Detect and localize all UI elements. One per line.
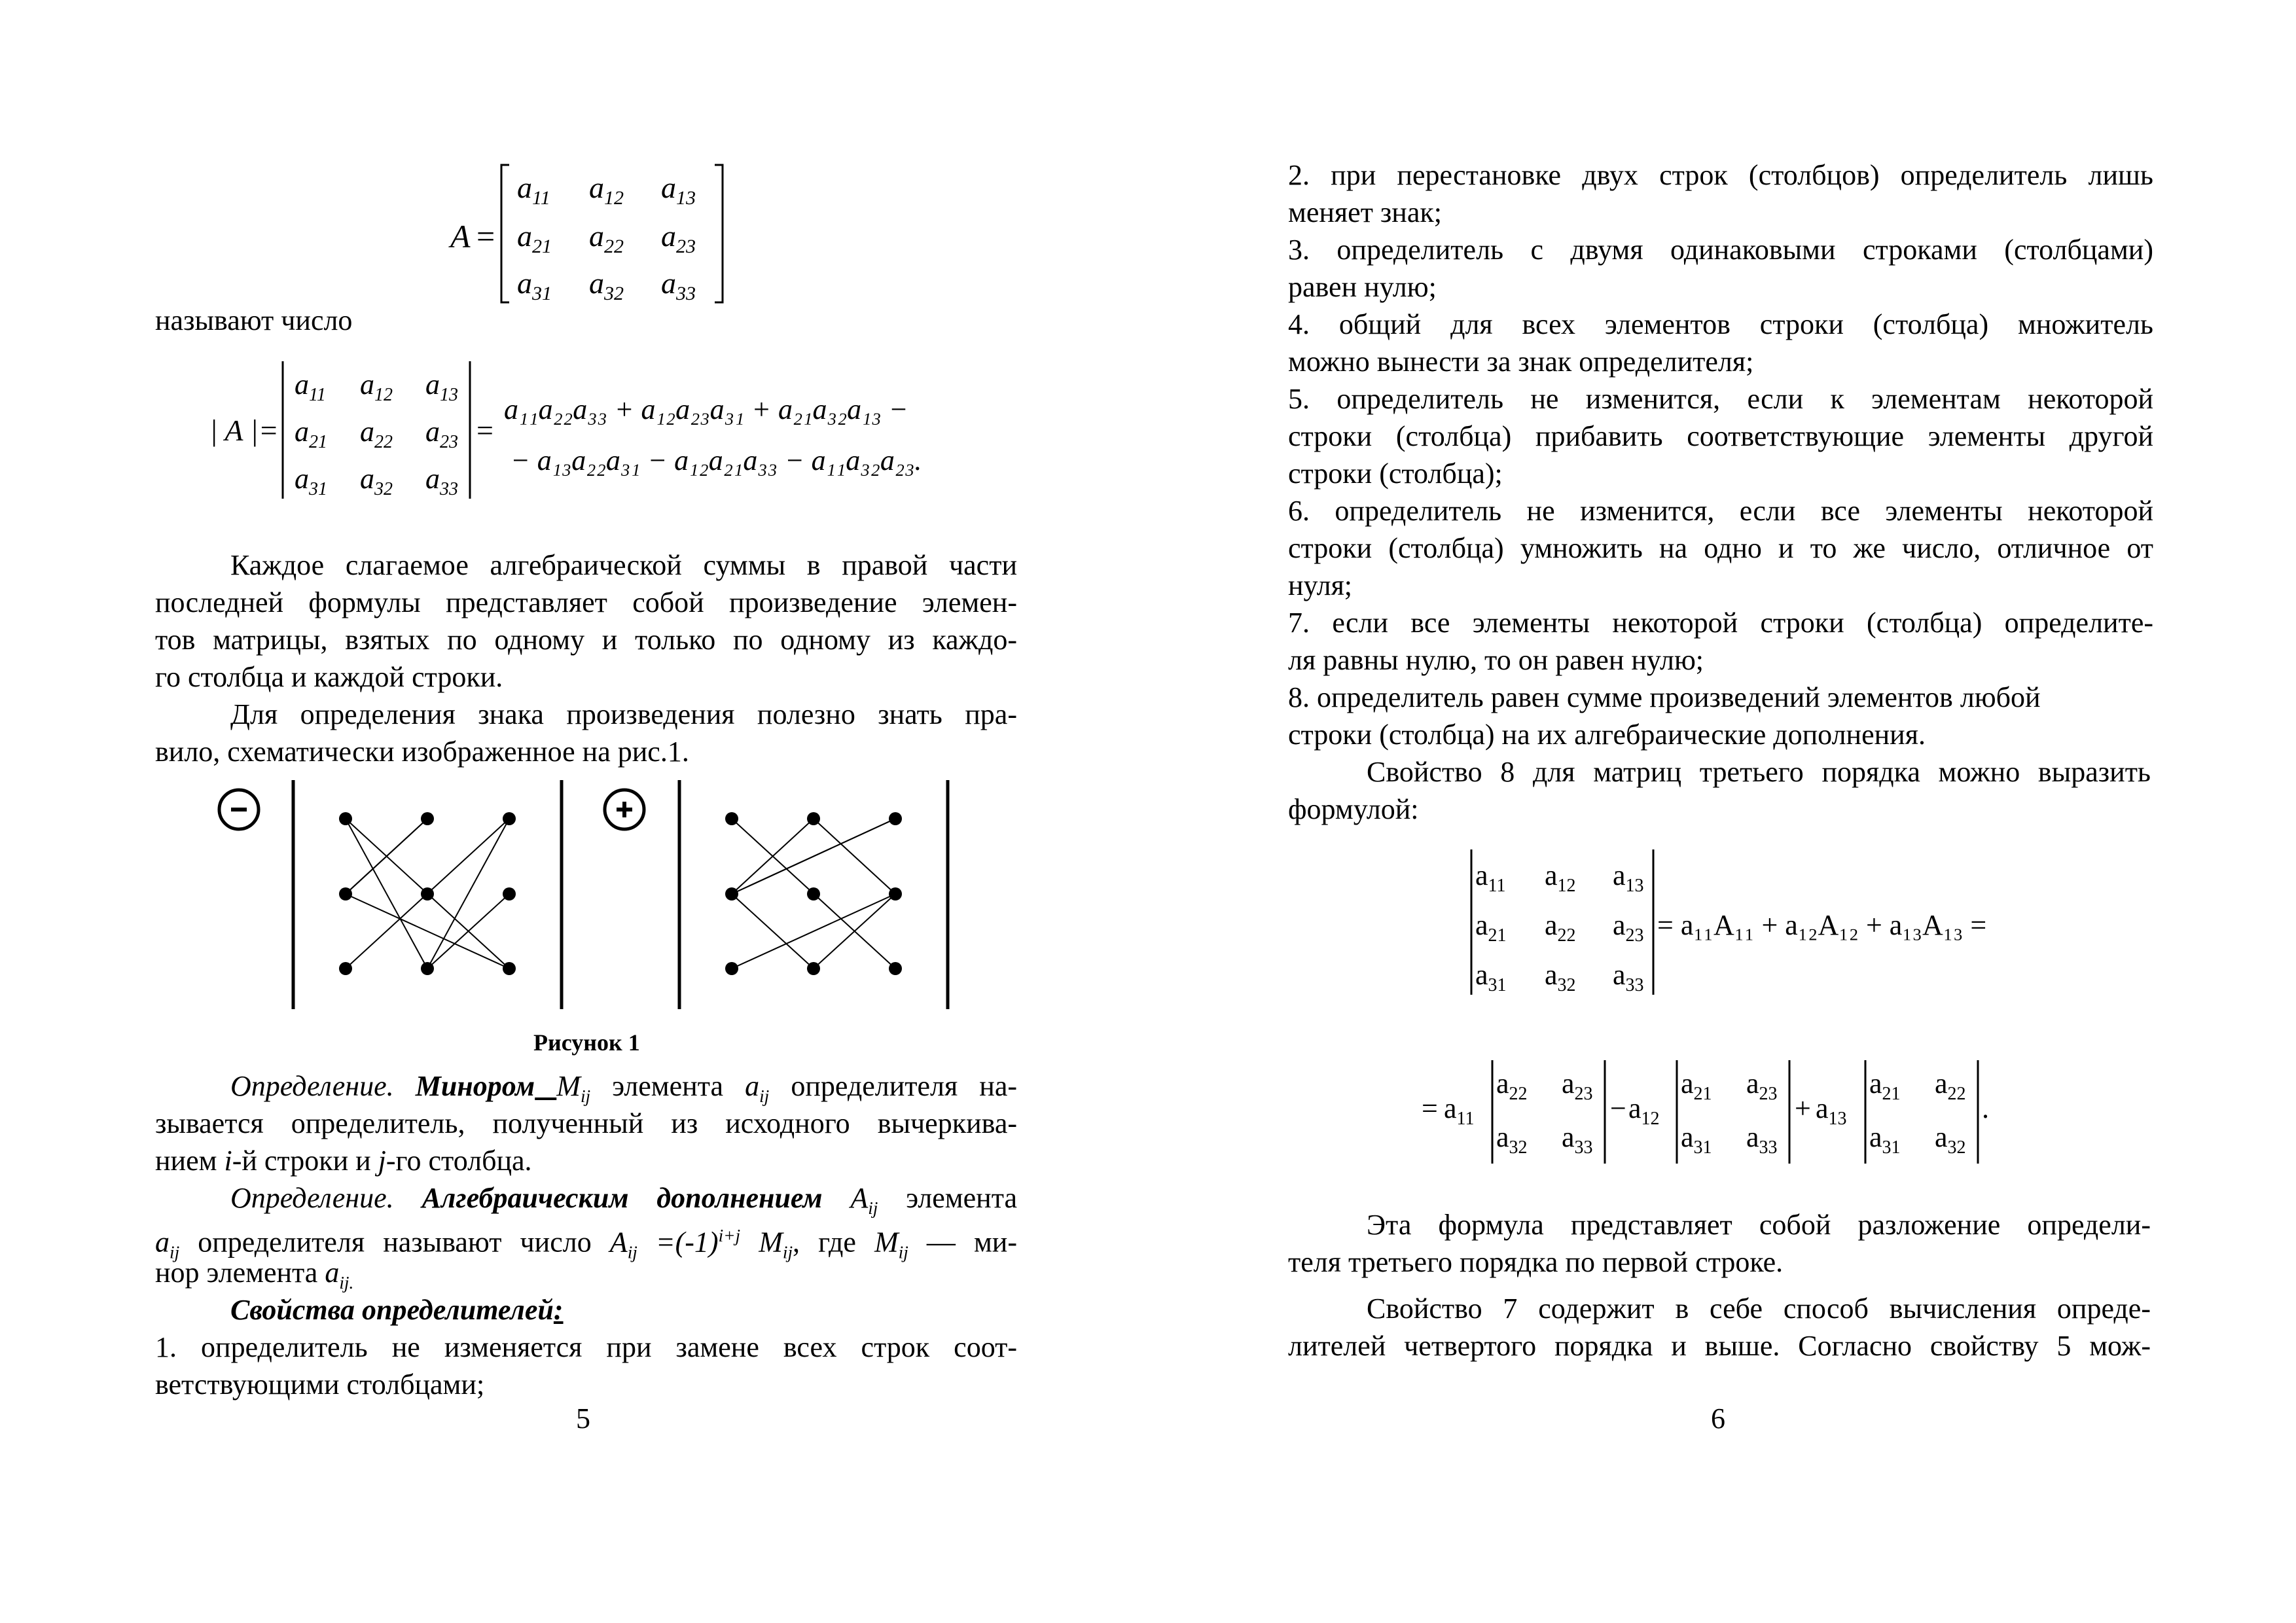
expansion-line2-dot: . bbox=[1982, 1092, 1989, 1124]
svg-text:a23: $a_{23}$ bbox=[1746, 1067, 1778, 1104]
svg-text:a21: $a_{21}$ bbox=[517, 219, 552, 257]
def2-line1: Определение. Алгебраическим дополнением $A_{ij}$ элемента bbox=[230, 1182, 1018, 1218]
svg-text:a33: $a_{33}$ bbox=[1746, 1121, 1778, 1158]
det-expansion-line1: a₁₁a₂₂a₃₃ + a₁₂a₂₃a₃₁ + a₂₁a₃₂a₁₃ − bbox=[504, 393, 908, 425]
para1-line1: Каждое слагаемое алгебраической суммы в правой части bbox=[230, 549, 1017, 581]
prop-line-15: строки (столбца) на их алгебраические дополнения. bbox=[1288, 719, 1926, 751]
prop-line-3: равен нулю; bbox=[1288, 271, 1437, 303]
svg-text:a22: $a_{22}$ bbox=[1935, 1067, 1966, 1104]
page-number-right: 6 bbox=[1711, 1402, 1725, 1435]
svg-text:a21: $a_{21}$ bbox=[1869, 1067, 1901, 1104]
prop8-para-line1: Свойство 8 для матриц третьего порядка можно выразить bbox=[1367, 756, 2151, 788]
svg-text:a32: $a_{32}$ bbox=[1545, 959, 1576, 995]
prop-line-11: нуля; bbox=[1288, 569, 1353, 601]
prop-line-13: ля равны нулю, то он равен нулю; bbox=[1288, 644, 1704, 676]
svg-text:a32: $a_{32}$ bbox=[589, 266, 624, 304]
prop-line-6: 5. определитель не изменится, если к элементам некоторой bbox=[1288, 383, 2153, 415]
svg-text:a13: $a_{13}$ bbox=[1613, 859, 1644, 896]
svg-text:a33: $a_{33}$ bbox=[661, 266, 696, 304]
svg-text:a12: $a_{12}$ bbox=[589, 171, 624, 209]
matrix-a-entries bbox=[517, 171, 696, 304]
svg-text:a21: $a_{21}$ bbox=[1475, 909, 1507, 946]
expansion-line2-plus: + bbox=[1795, 1092, 1811, 1124]
para1-line4: го столбца и каждой строки. bbox=[155, 661, 503, 693]
svg-text:a21: $a_{21}$ bbox=[1681, 1067, 1712, 1104]
prop8-para-line2: формулой: bbox=[1288, 793, 1419, 825]
svg-text:a12: $a_{12}$ bbox=[1628, 1092, 1660, 1129]
page-number-left: 5 bbox=[576, 1402, 590, 1435]
svg-text:a33: $a_{33}$ bbox=[1562, 1121, 1593, 1158]
after-para2-line1: Свойство 7 содержит в себе способ вычисления опреде- bbox=[1367, 1293, 2151, 1325]
after-para2-line2: лителей четвертого порядка и выше. Согласно свойству 5 мож- bbox=[1288, 1330, 2151, 1362]
def1-line2: зывается определитель, полученный из исходного вычеркива- bbox=[155, 1107, 1017, 1139]
prop-line-2: 3. определитель с двумя одинаковыми строками (столбцами) bbox=[1288, 234, 2153, 266]
svg-text:a33: $a_{33}$ bbox=[1613, 959, 1644, 995]
svg-text:a31: $a_{31}$ bbox=[1869, 1121, 1901, 1158]
prop-line-14: 8. определитель равен сумме произведений элементов любой bbox=[1288, 681, 2041, 713]
det-label: | A |= bbox=[209, 414, 279, 447]
svg-text:a23: $a_{23}$ bbox=[1562, 1067, 1593, 1104]
def2-line2: $a_{ij}$ определителя называют число $A_{ij} =(-1)^{i+j}$ $M_{ij}$, где $M_{ij}$ — ми- bbox=[155, 1226, 1018, 1262]
prop-line-9: 6. определитель не изменится, если все элементы некоторой bbox=[1288, 495, 2153, 527]
svg-text:a11: $a_{11}$ bbox=[517, 171, 550, 209]
svg-text:a13: $a_{13}$ bbox=[661, 171, 696, 209]
prop-line-5: можно вынести за знак определителя; bbox=[1288, 346, 1754, 378]
minus-circle-icon bbox=[219, 790, 259, 829]
matrix-a-formula bbox=[432, 157, 746, 314]
svg-text:a31: $a_{31}$ bbox=[517, 266, 552, 304]
matrix-a-equals: = bbox=[476, 218, 495, 255]
para2-line2: вило, схематически изображенное на рис.1. bbox=[155, 736, 689, 768]
svg-text:a31: $a_{31}$ bbox=[1475, 959, 1507, 995]
svg-text:a31: $a_{31}$ bbox=[1681, 1121, 1712, 1158]
figure-1-sign-rule bbox=[209, 772, 969, 1021]
svg-text:a12: $a_{12}$ bbox=[1545, 859, 1576, 896]
expansion-line2-eq: = bbox=[1422, 1092, 1438, 1124]
prop-line-7: строки (столбца) прибавить соответствующие элементы другой bbox=[1288, 420, 2153, 452]
svg-text:a31: $a_{31}$ bbox=[295, 463, 327, 499]
svg-text:a32: $a_{32}$ bbox=[1935, 1121, 1966, 1158]
svg-text:a11: $a_{11}$ bbox=[1475, 859, 1506, 896]
svg-text:a32: $a_{32}$ bbox=[1496, 1121, 1528, 1158]
prop-line-12: 7. если все элементы некоторой строки (столбца) определите- bbox=[1288, 607, 2153, 639]
expansion-det-entries bbox=[1475, 859, 1644, 995]
expansion-formula-1 bbox=[1460, 844, 2049, 1001]
svg-text:a13: $a_{13}$ bbox=[1816, 1092, 1847, 1129]
def1-line3: нием i-й строки и j-го столбца. bbox=[155, 1145, 532, 1177]
prop1-line2: ветствующими столбцами; bbox=[155, 1368, 485, 1400]
prop-line-1: меняет знак; bbox=[1288, 196, 1442, 228]
svg-text:a22: $a_{22}$ bbox=[1496, 1067, 1528, 1104]
para2-line1: Для определения знака произведения полезно знать пра- bbox=[230, 698, 1017, 730]
left-bracket bbox=[501, 165, 509, 302]
def2-line3: нор элемента $a_{ij.}$ bbox=[155, 1257, 354, 1293]
after-para1-line2: теля третьего порядка по первой строке. bbox=[1288, 1246, 1784, 1278]
prop1-line1: 1. определитель не изменяется при замене всех строк соот- bbox=[155, 1331, 1017, 1363]
para1-line3: тов матрицы, взятых по одному и только по одному из каждо- bbox=[155, 624, 1017, 656]
plus-circle-icon bbox=[605, 790, 644, 829]
svg-text:a33: $a_{33}$ bbox=[425, 463, 458, 499]
det-entries bbox=[295, 368, 458, 499]
prop-line-10: строки (столбца) умножить на одно и то же число, отличное от bbox=[1288, 532, 2153, 564]
svg-text:a13: $a_{13}$ bbox=[425, 368, 458, 405]
svg-text:a23: $a_{23}$ bbox=[661, 219, 696, 257]
intro-text: называют число bbox=[155, 304, 353, 336]
svg-text:a21: $a_{21}$ bbox=[295, 416, 327, 452]
svg-text:a11: $a_{11}$ bbox=[295, 368, 326, 405]
svg-text:a32: $a_{32}$ bbox=[360, 463, 393, 499]
determinant-formula bbox=[209, 353, 969, 510]
svg-text:a11: $a_{11}$ bbox=[1444, 1092, 1475, 1129]
expansion-line1-text: = a₁₁A₁₁ + a₁₂A₁₂ + a₁₃A₁₃ = bbox=[1657, 909, 1987, 941]
svg-text:a23: $a_{23}$ bbox=[1613, 909, 1644, 946]
svg-text:a12: $a_{12}$ bbox=[360, 368, 393, 405]
figure-caption: Рисунок 1 bbox=[533, 1029, 640, 1056]
right-bracket bbox=[715, 165, 723, 302]
after-para1-line1: Эта формула представляет собой разложение определи- bbox=[1367, 1209, 2151, 1241]
svg-text:a23: $a_{23}$ bbox=[425, 416, 458, 452]
svg-text:a22: $a_{22}$ bbox=[589, 219, 624, 257]
prop-line-4: 4. общий для всех элементов строки (столбца) множитель bbox=[1288, 308, 2153, 340]
expansion-line2-minus: − bbox=[1610, 1092, 1626, 1124]
matrix-a-label: A bbox=[450, 218, 471, 255]
def1-line1: Определение. Минором $M_{ij}$ элемента $a_{ij}$ определителя на- bbox=[230, 1070, 1018, 1106]
prop-line-0: 2. при перестановке двух строк (столбцов) определитель лишь bbox=[1288, 159, 2153, 191]
svg-text:a22: $a_{22}$ bbox=[1545, 909, 1576, 946]
svg-text:a22: $a_{22}$ bbox=[360, 416, 393, 452]
para1-line2: последней формулы представляет собой произведение элемен- bbox=[155, 586, 1017, 618]
expansion-formula-2 bbox=[1420, 1054, 2009, 1171]
det-equals: = bbox=[476, 414, 493, 447]
prop-line-8: строки (столбца); bbox=[1288, 457, 1503, 490]
det-expansion-line2: − a₁₃a₂₂a₃₁ − a₁₂a₂₁a₃₃ − a₁₁a₃₂a₂₃. bbox=[511, 444, 922, 476]
properties-heading: Свойства определителей: bbox=[230, 1294, 564, 1326]
